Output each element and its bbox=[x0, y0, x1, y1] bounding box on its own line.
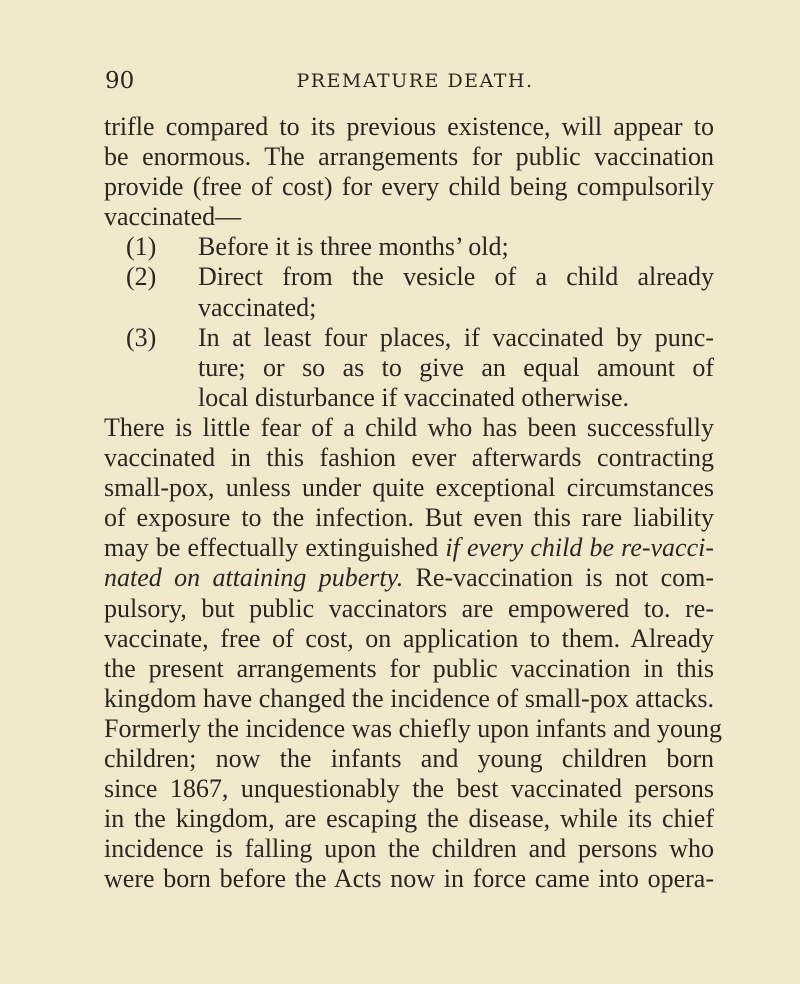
list-item-1 bbox=[104, 232, 714, 262]
text-line: vaccinated in this fashion ever afterwards contracting bbox=[104, 443, 714, 473]
text-line: There is little fear of a child who has been successfully bbox=[104, 412, 714, 442]
text-run: Re-vaccination is not com- bbox=[415, 563, 715, 593]
list-item-3 bbox=[104, 323, 714, 353]
text-line: the present arrangements for public vaccination in this bbox=[104, 653, 714, 683]
text-line: vaccinate, free of cost, on application to them. Already bbox=[104, 623, 714, 653]
list-label: (1) bbox=[126, 232, 157, 262]
text-line: small-pox, unless under quite exceptional circumstances bbox=[104, 473, 714, 503]
text-line bbox=[104, 533, 714, 563]
list-continuation: local disturbance if vaccinated otherwise. bbox=[198, 382, 629, 412]
text-line: pulsory, but public vaccinators are empowered to. re- bbox=[104, 593, 714, 623]
page-number: 90 bbox=[105, 68, 135, 94]
text-line: be enormous. The arrangements for public vaccination bbox=[104, 142, 714, 172]
text-run: may be effectually extinguished bbox=[104, 533, 439, 563]
text-line: since 1867, unquestionably the best vaccinated persons bbox=[104, 774, 714, 804]
list-label: (2) bbox=[126, 262, 157, 292]
list-label: (3) bbox=[126, 322, 157, 352]
list-text: Before it is three months’ old; bbox=[198, 232, 509, 262]
list-continuation: ture; or so as to give an equal amount of bbox=[198, 352, 714, 382]
text-line: children; now the infants and young children born bbox=[104, 743, 714, 773]
text-line: Formerly the incidence was chiefly upon infants and young bbox=[104, 713, 723, 743]
list-text: In at least four places, if vaccinated by punc- bbox=[198, 322, 714, 352]
text-line: provide (free of cost) for every child being compulsorily bbox=[104, 172, 714, 202]
page-header bbox=[105, 68, 725, 98]
list-item-2 bbox=[104, 262, 714, 292]
text-line: vaccinated— bbox=[104, 202, 242, 232]
running-title: PREMATURE DEATH. bbox=[296, 70, 534, 92]
text-line: were born before the Acts now in force came into opera- bbox=[104, 864, 714, 894]
text-line bbox=[104, 563, 714, 593]
text-line: kingdom have changed the incidence of small-pox attacks. bbox=[104, 683, 714, 713]
list-text: Direct from the vesicle of a child already bbox=[198, 262, 714, 292]
text-line: incidence is falling upon the children and persons who bbox=[104, 834, 714, 864]
text-line: in the kingdom, are escaping the disease, while its chief bbox=[104, 804, 714, 834]
italic-run: if every child be re-vacci- bbox=[445, 533, 715, 563]
list-continuation: vaccinated; bbox=[198, 292, 317, 322]
text-line: of exposure to the infection. But even this rare liability bbox=[104, 503, 714, 533]
body-text bbox=[104, 112, 723, 894]
text-line: trifle compared to its previous existence, will appear to bbox=[104, 112, 714, 141]
italic-run: nated on attaining puberty. bbox=[104, 563, 404, 593]
